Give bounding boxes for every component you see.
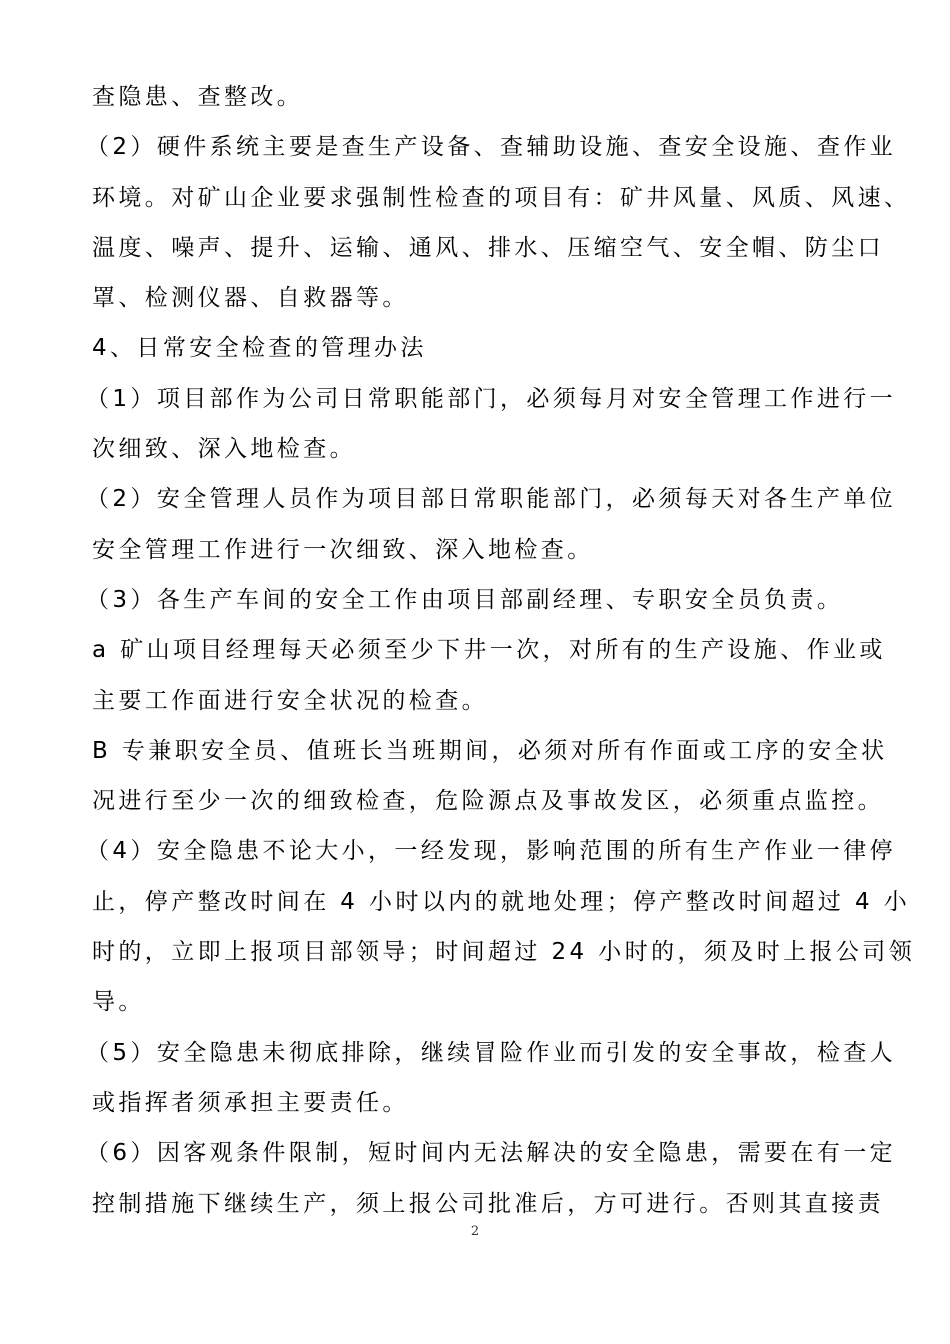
text-line: 环境。对矿山企业要求强制性检查的项目有：矿井风量、风质、风速、 bbox=[92, 184, 911, 211]
text-line: （3）各生产车间的安全工作由项目部副经理、专职安全员负责。 bbox=[86, 586, 844, 613]
text-line: 控制措施下继续生产，须上报公司批准后，方可进行。否则其直接责 bbox=[92, 1190, 884, 1217]
text-line: 温度、噪声、提升、运输、通风、排水、压缩空气、安全帽、防尘口 bbox=[92, 234, 884, 261]
text-line: 时的，立即上报项目部领导；时间超过 24 小时的，须及时上报公司领 bbox=[92, 939, 916, 966]
text-line: B 专兼职安全员、值班长当班期间，必须对所有作面或工序的安全状 bbox=[92, 737, 888, 764]
text-line: 查隐患、查整改。 bbox=[92, 84, 304, 110]
text-line: 止，停产整改时间在 4 小时以内的就地处理；停产整改时间超过 4 小 bbox=[92, 888, 911, 915]
text-line: （2）安全管理人员作为项目部日常职能部门，必须每天对各生产单位 bbox=[86, 486, 897, 513]
section-heading: 4、日常安全检查的管理办法 bbox=[92, 335, 427, 362]
text-line: （4）安全隐患不论大小，一经发现，影响范围的所有生产作业一律停 bbox=[86, 838, 897, 865]
text-line: 导。 bbox=[92, 989, 145, 1016]
text-line: （5）安全隐患未彻底排除，继续冒险作业而引发的安全事故，检查人 bbox=[86, 1039, 897, 1066]
text-line: （6）因客观条件限制，短时间内无法解决的安全隐患，需要在有一定 bbox=[86, 1140, 897, 1167]
text-line: 安全管理工作进行一次细致、深入地检查。 bbox=[92, 536, 594, 563]
document-body bbox=[86, 72, 916, 1229]
text-line: 次细致、深入地检查。 bbox=[92, 436, 356, 463]
text-line: 或指挥者须承担主要责任。 bbox=[92, 1089, 409, 1116]
text-line: （1）项目部作为公司日常职能部门，必须每月对安全管理工作进行一 bbox=[86, 385, 897, 412]
page-number: 2 bbox=[470, 1224, 480, 1239]
text-line: 况进行至少一次的细致检查，危险源点及事故发区，必须重点监控。 bbox=[92, 788, 884, 815]
text-line: a 矿山项目经理每天必须至少下井一次，对所有的生产设施、作业或 bbox=[92, 637, 886, 664]
text-line: 主要工作面进行安全状况的检查。 bbox=[92, 687, 488, 714]
text-line: （2）硬件系统主要是查生产设备、查辅助设施、查安全设施、查作业 bbox=[86, 134, 897, 161]
text-line: 罩、检测仪器、自救器等。 bbox=[92, 285, 409, 312]
